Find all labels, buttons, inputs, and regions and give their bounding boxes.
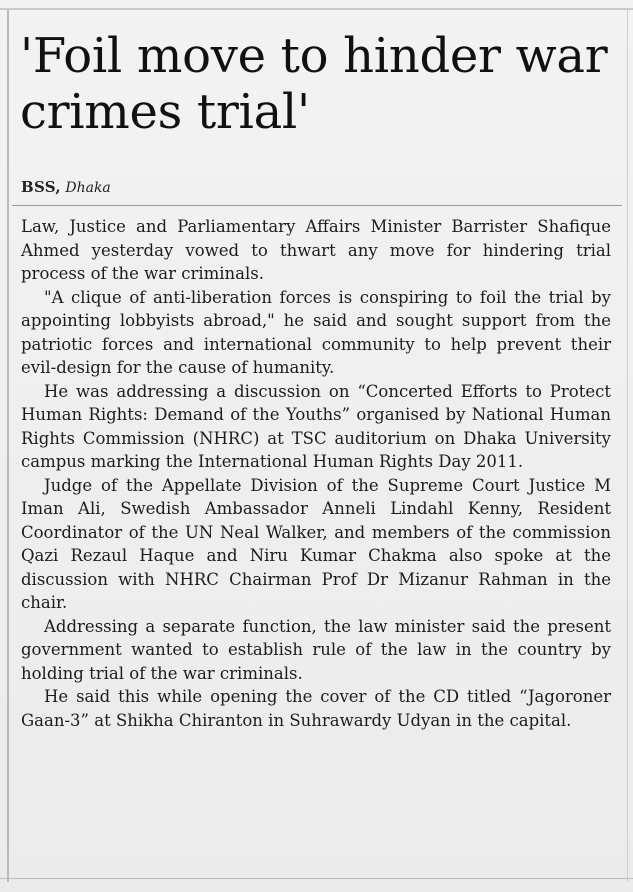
byline <box>21 178 111 196</box>
right-column-rule <box>627 10 628 882</box>
byline-separator <box>12 205 622 206</box>
paragraph: He said this while opening the cover of the CD titled “Jagoroner Gaan-3” at Shikha Chiranton in Suhrawardy Udyan in the capital. <box>21 687 611 730</box>
bottom-rule <box>0 878 633 879</box>
paragraph: Judge of the Appellate Division of the Supreme Court Justice M Iman Ali, Swedish Ambassador Anneli Lindahl Kenny, Resident Coordinator of the UN Neal Walker, and members of the commission Qazi Rezaul Haque and Niru Kumar Chakma also spoke at the discussion with NHRC Chairman Prof Dr Mizanur Rahman in the chair. <box>21 475 611 612</box>
paragraph: "A clique of anti-liberation forces is conspiring to foil the trial by appointing lobbyists abroad," he said and sought support from the patriotic forces and international community to help prevent their evil-design for the cause of humanity. <box>21 287 611 377</box>
headline: 'Foil move to hinder war crimes trial' <box>20 28 608 140</box>
top-rule <box>0 8 633 10</box>
left-column-rule <box>7 10 9 882</box>
byline-agency: BSS, <box>21 178 61 196</box>
paragraph: Law, Justice and Parliamentary Affairs Minister Barrister Shafique Ahmed yesterday vowed to thwart any move for hindering trial process of the war criminals. <box>21 217 611 283</box>
byline-place: Dhaka <box>65 180 111 196</box>
paragraph: He was addressing a discussion on “Concerted Efforts to Protect Human Rights: Demand of the Youths” organised by National Human Rights Commission (NHRC) at TSC auditorium on Dhaka University campus marking the International Human Rights Day 2011. <box>21 381 611 471</box>
article-body <box>21 215 611 732</box>
paragraph: Addressing a separate function, the law minister said the present government wanted to establish rule of the law in the country by holding trial of the war criminals. <box>21 616 611 683</box>
